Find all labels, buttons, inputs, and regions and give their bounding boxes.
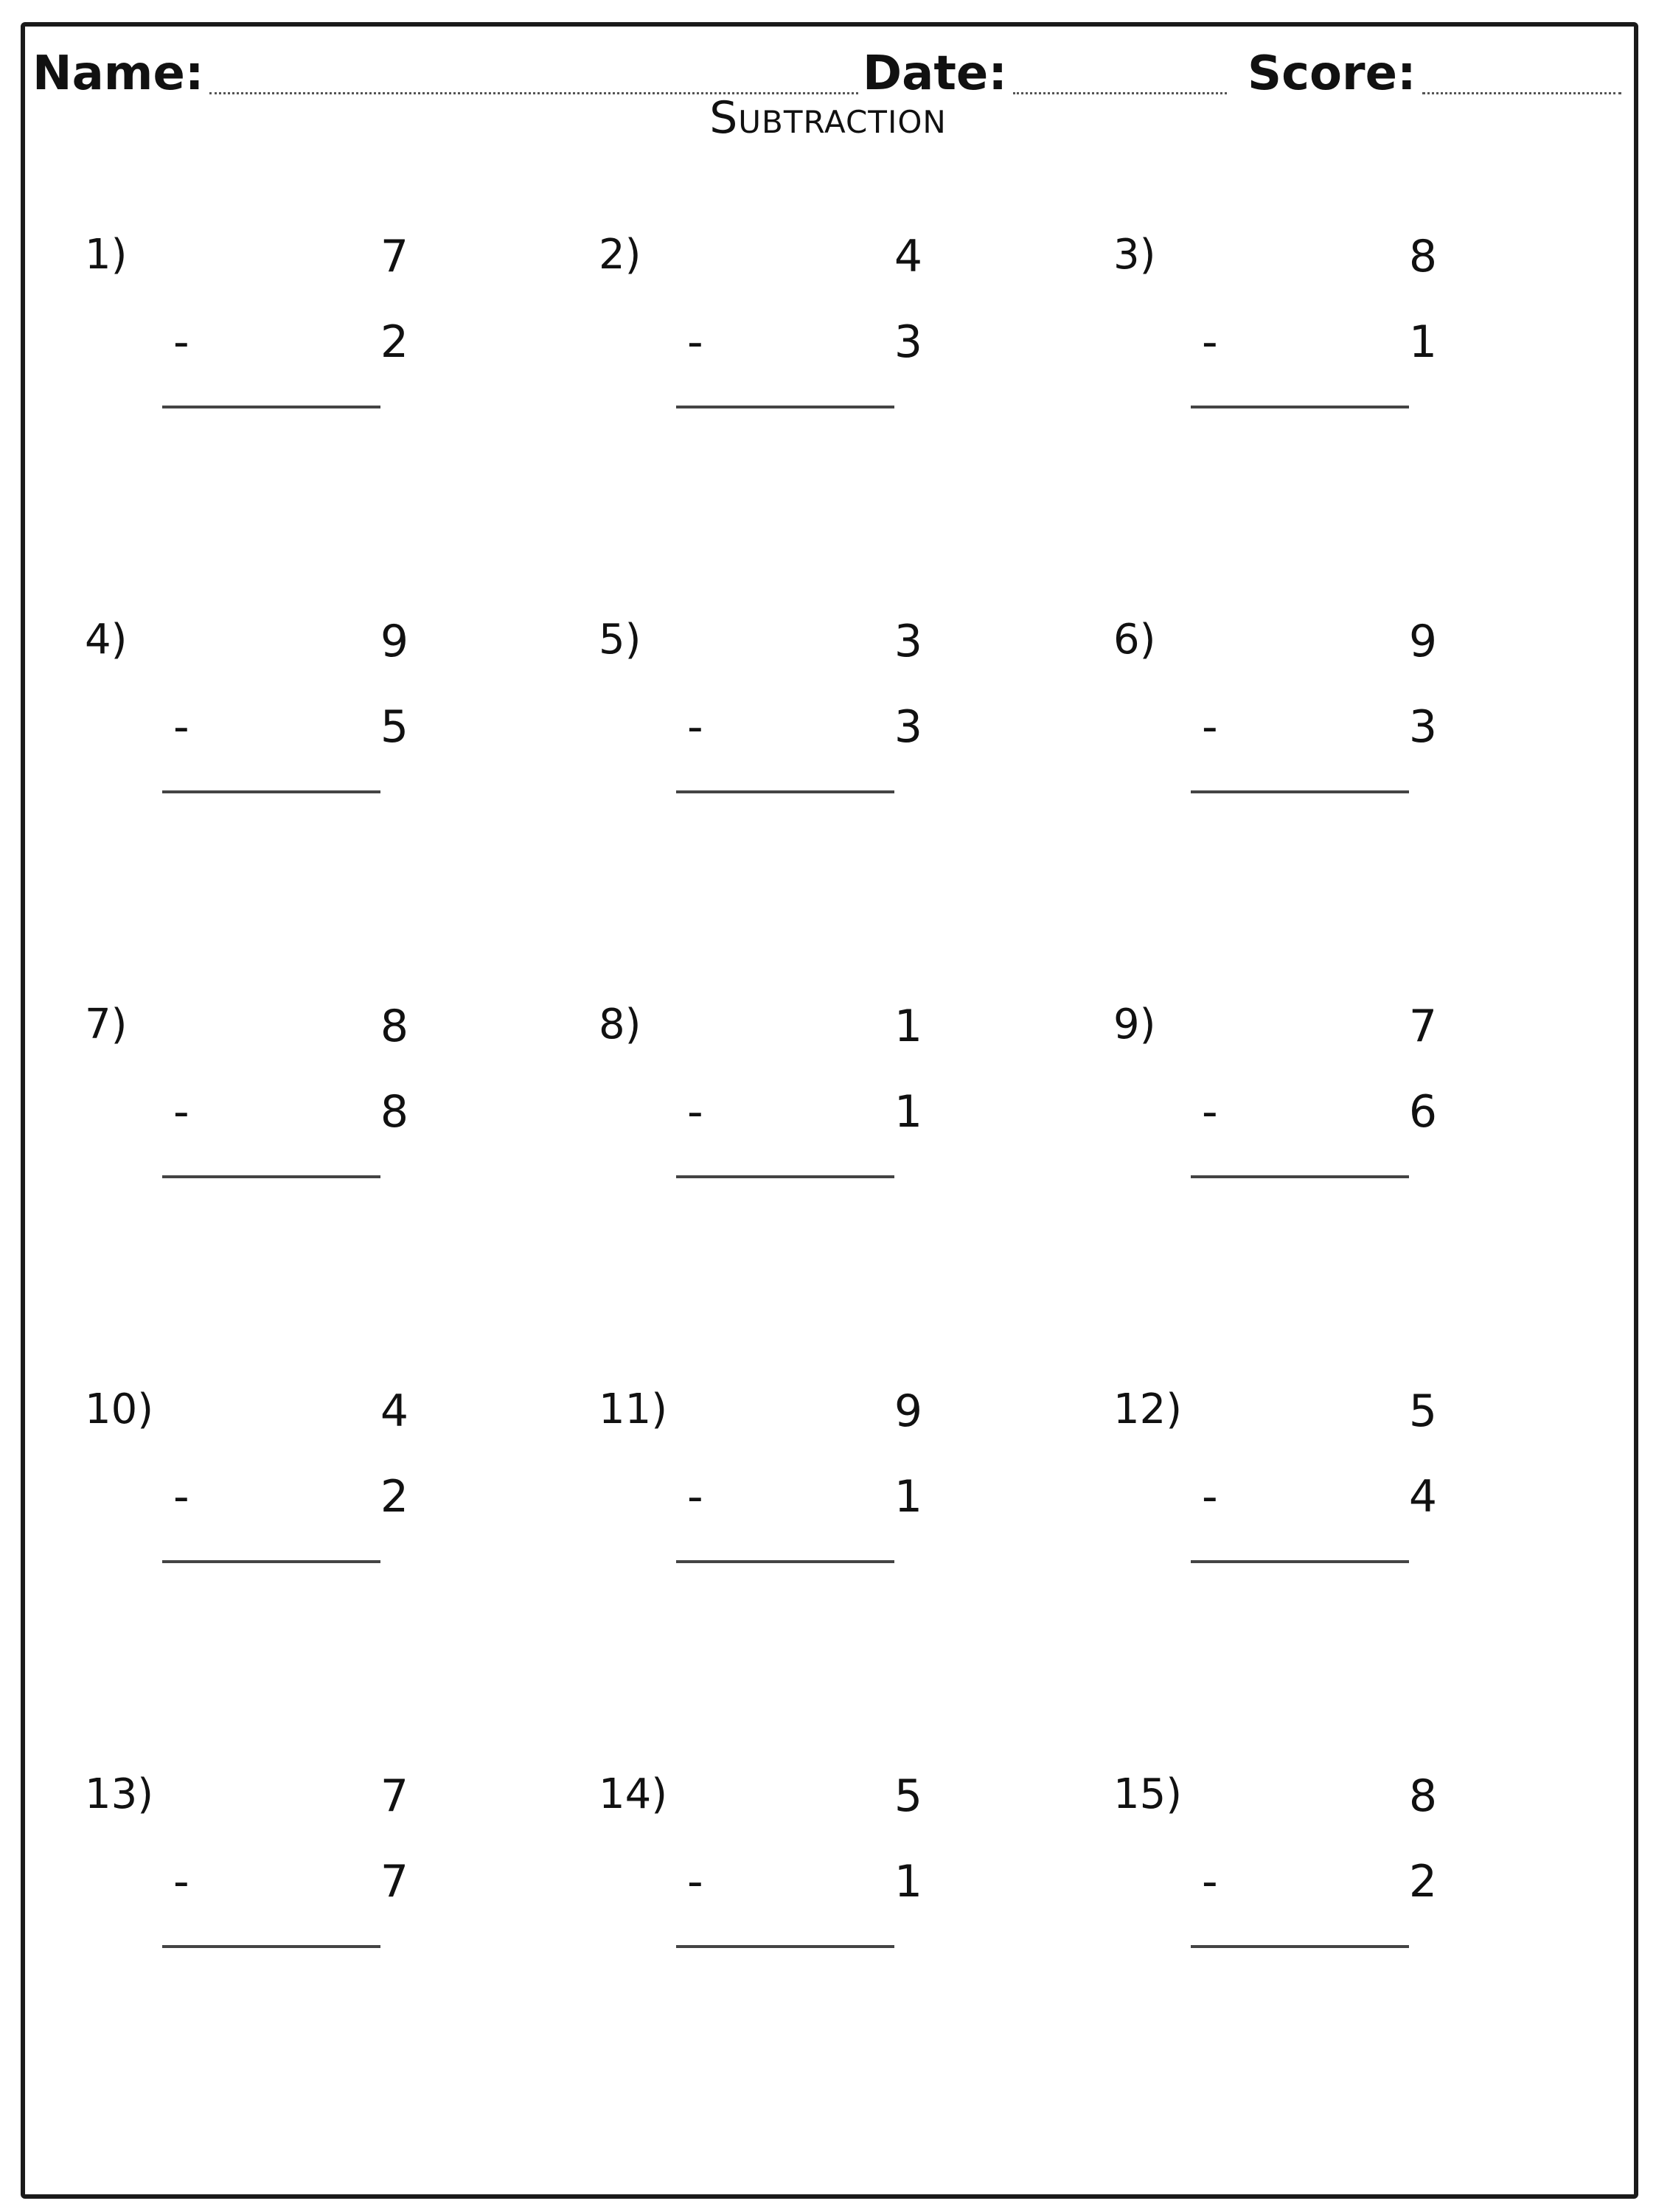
minuend: 7 bbox=[380, 1770, 409, 1822]
minuend: 7 bbox=[1408, 1001, 1438, 1052]
answer-area[interactable] bbox=[1191, 411, 1409, 456]
minuend: 8 bbox=[1408, 1770, 1438, 1822]
subtrahend: 8 bbox=[380, 1086, 409, 1138]
minuend: 4 bbox=[894, 231, 923, 282]
answer-line bbox=[162, 1945, 380, 1948]
minus-sign: - bbox=[687, 1471, 703, 1523]
minus-sign: - bbox=[173, 1086, 189, 1138]
problem-number: 3) bbox=[1113, 231, 1156, 279]
answer-area[interactable] bbox=[676, 411, 894, 456]
minus-sign: - bbox=[687, 316, 703, 368]
minus-sign: - bbox=[1202, 1471, 1218, 1523]
subtrahend: 5 bbox=[380, 701, 409, 753]
score-label: Score: bbox=[1248, 46, 1416, 101]
score-field bbox=[1248, 38, 1621, 101]
answer-line bbox=[1191, 790, 1409, 793]
minuend: 5 bbox=[894, 1770, 923, 1822]
worksheet-title: Subtraction bbox=[709, 92, 947, 144]
minus-sign: - bbox=[173, 1471, 189, 1523]
name-label: Name: bbox=[32, 46, 204, 101]
problem-number: 12) bbox=[1113, 1385, 1183, 1433]
problem bbox=[599, 231, 938, 456]
problem bbox=[85, 1001, 424, 1225]
answer-area[interactable] bbox=[162, 1181, 380, 1225]
minus-sign: - bbox=[1202, 1086, 1218, 1138]
date-field bbox=[863, 38, 1227, 101]
answer-line bbox=[676, 1175, 894, 1178]
subtrahend: 3 bbox=[1408, 701, 1438, 753]
answer-area[interactable] bbox=[162, 1566, 380, 1610]
problem bbox=[85, 1385, 424, 1610]
subtrahend: 3 bbox=[894, 701, 923, 753]
problem bbox=[85, 231, 424, 456]
answer-area[interactable] bbox=[676, 1181, 894, 1225]
date-input-line[interactable] bbox=[1013, 92, 1227, 94]
minus-sign: - bbox=[687, 1856, 703, 1907]
minuend: 9 bbox=[894, 1385, 923, 1437]
score-input-line[interactable] bbox=[1422, 92, 1621, 94]
answer-area[interactable] bbox=[1191, 1951, 1409, 1995]
answer-line bbox=[162, 1560, 380, 1563]
minus-sign: - bbox=[173, 316, 189, 368]
minuend: 7 bbox=[380, 231, 409, 282]
answer-line bbox=[162, 406, 380, 408]
minus-sign: - bbox=[173, 701, 189, 753]
answer-area[interactable] bbox=[676, 1951, 894, 1995]
subtrahend: 1 bbox=[894, 1086, 923, 1138]
problem bbox=[599, 1770, 938, 1995]
answer-line bbox=[676, 1945, 894, 1948]
subtrahend: 7 bbox=[380, 1856, 409, 1907]
subtrahend: 2 bbox=[380, 316, 409, 368]
problem-number: 2) bbox=[599, 231, 641, 279]
problem-number: 1) bbox=[85, 231, 128, 279]
problem-number: 4) bbox=[85, 616, 128, 664]
minus-sign: - bbox=[687, 1086, 703, 1138]
problem-number: 15) bbox=[1113, 1770, 1183, 1818]
problem-number: 10) bbox=[85, 1385, 154, 1433]
subtrahend: 3 bbox=[894, 316, 923, 368]
problem bbox=[599, 1001, 938, 1225]
problem-number: 11) bbox=[599, 1385, 668, 1433]
problem-number: 13) bbox=[85, 1770, 154, 1818]
answer-area[interactable] bbox=[1191, 1181, 1409, 1225]
problem bbox=[1113, 616, 1453, 841]
problem bbox=[85, 1770, 424, 1995]
minus-sign: - bbox=[1202, 1856, 1218, 1907]
answer-line bbox=[676, 790, 894, 793]
answer-line bbox=[1191, 1945, 1409, 1948]
minuend: 9 bbox=[380, 616, 409, 667]
answer-area[interactable] bbox=[162, 411, 380, 456]
minuend: 9 bbox=[1408, 616, 1438, 667]
problem-number: 7) bbox=[85, 1001, 128, 1048]
answer-area[interactable] bbox=[162, 796, 380, 841]
name-field bbox=[32, 38, 858, 101]
answer-line bbox=[676, 406, 894, 408]
subtrahend: 4 bbox=[1408, 1471, 1438, 1523]
problem-number: 6) bbox=[1113, 616, 1156, 664]
answer-line bbox=[162, 790, 380, 793]
subtrahend: 1 bbox=[1408, 316, 1438, 368]
answer-line bbox=[1191, 406, 1409, 408]
subtrahend: 1 bbox=[894, 1471, 923, 1523]
problem-number: 8) bbox=[599, 1001, 641, 1048]
problem bbox=[85, 616, 424, 841]
minus-sign: - bbox=[1202, 316, 1218, 368]
problem bbox=[1113, 1385, 1453, 1610]
answer-line bbox=[1191, 1560, 1409, 1563]
answer-area[interactable] bbox=[1191, 796, 1409, 841]
answer-line bbox=[162, 1175, 380, 1178]
problem-number: 14) bbox=[599, 1770, 668, 1818]
answer-area[interactable] bbox=[162, 1951, 380, 1995]
problem bbox=[599, 1385, 938, 1610]
problem bbox=[1113, 1770, 1453, 1995]
minuend: 8 bbox=[380, 1001, 409, 1052]
subtrahend: 2 bbox=[1408, 1856, 1438, 1907]
answer-area[interactable] bbox=[676, 1566, 894, 1610]
minus-sign: - bbox=[687, 701, 703, 753]
subtrahend: 6 bbox=[1408, 1086, 1438, 1138]
minuend: 3 bbox=[894, 616, 923, 667]
answer-line bbox=[1191, 1175, 1409, 1178]
problem bbox=[599, 616, 938, 841]
minuend: 1 bbox=[894, 1001, 923, 1052]
minuend: 4 bbox=[380, 1385, 409, 1437]
minus-sign: - bbox=[173, 1856, 189, 1907]
subtrahend: 1 bbox=[894, 1856, 923, 1907]
subtrahend: 2 bbox=[380, 1471, 409, 1523]
problem-number: 5) bbox=[599, 616, 641, 664]
minuend: 8 bbox=[1408, 231, 1438, 282]
date-label: Date: bbox=[863, 46, 1007, 101]
minuend: 5 bbox=[1408, 1385, 1438, 1437]
problem bbox=[1113, 1001, 1453, 1225]
problem bbox=[1113, 231, 1453, 456]
minus-sign: - bbox=[1202, 701, 1218, 753]
answer-line bbox=[676, 1560, 894, 1563]
answer-area[interactable] bbox=[1191, 1566, 1409, 1610]
problem-number: 9) bbox=[1113, 1001, 1156, 1048]
answer-area[interactable] bbox=[676, 796, 894, 841]
